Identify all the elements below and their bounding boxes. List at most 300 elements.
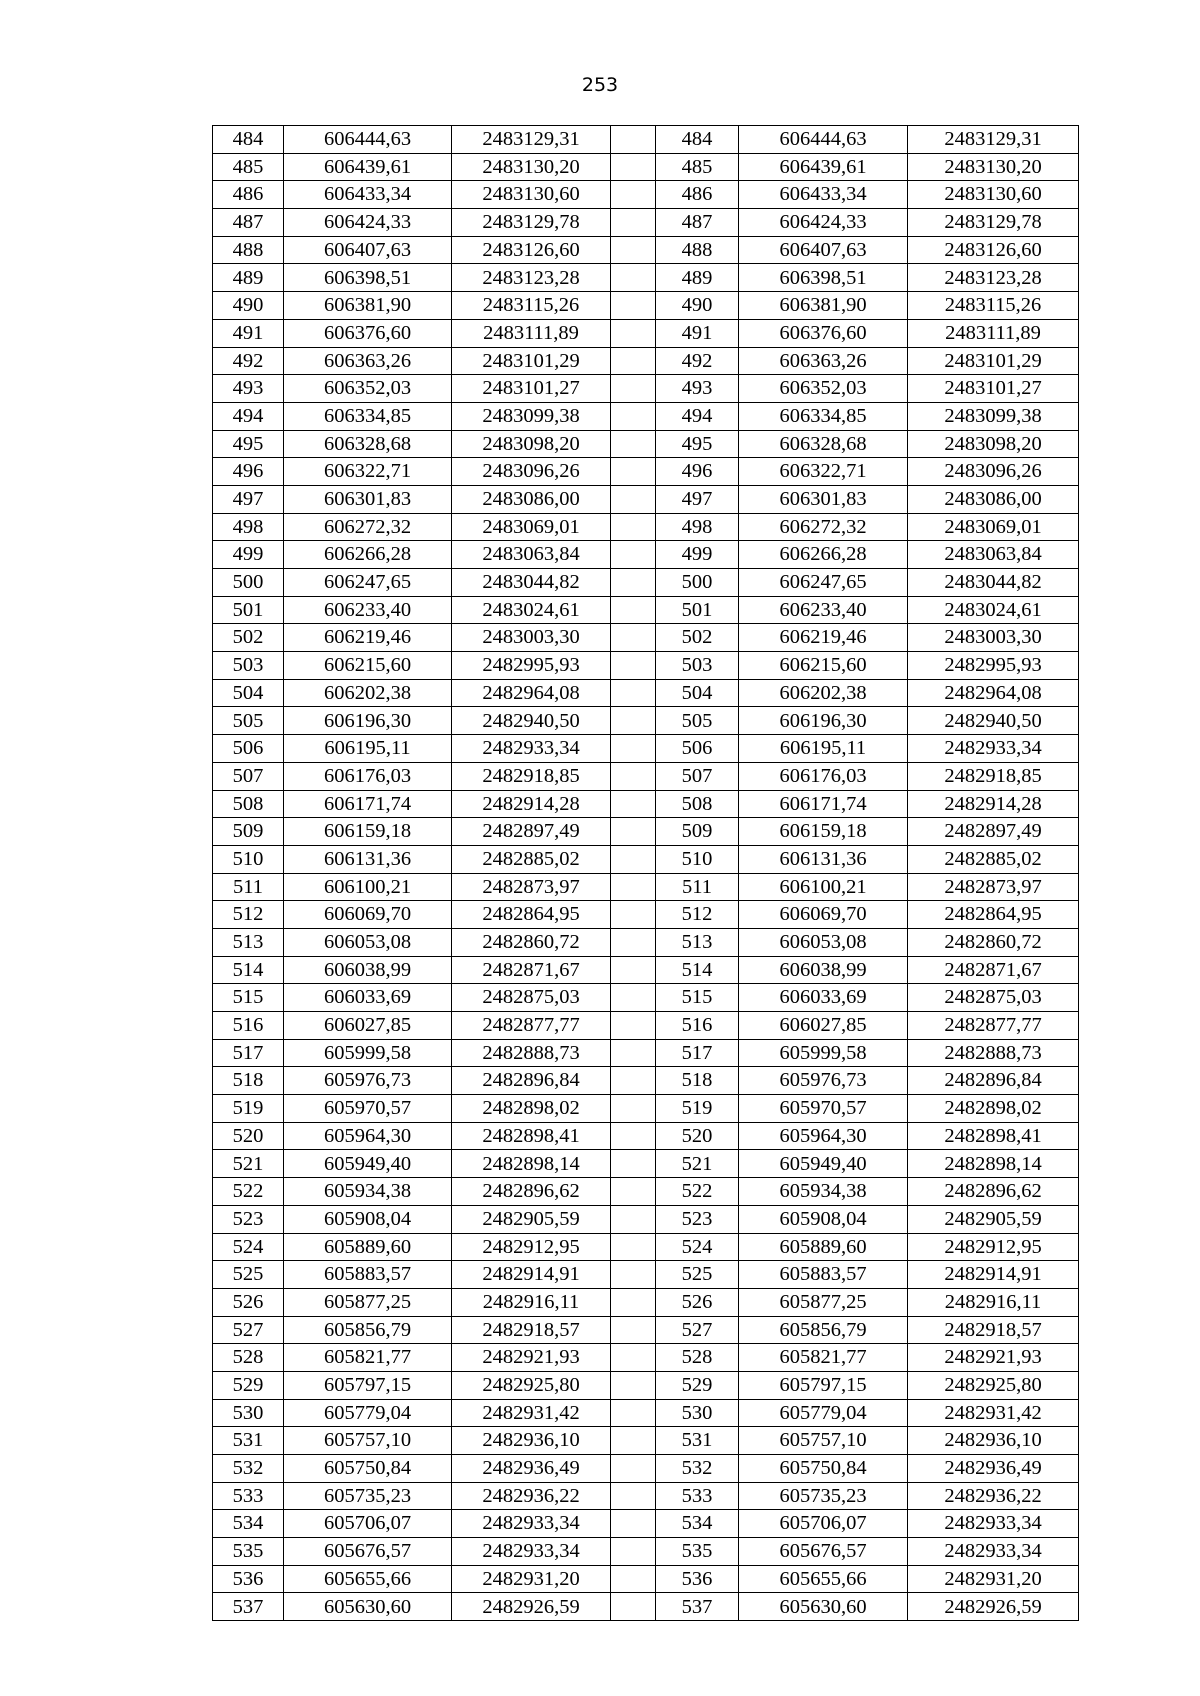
separator-cell bbox=[611, 1067, 656, 1095]
point-number-cell: 512 bbox=[656, 901, 739, 929]
y-coordinate-cell: 2482898,41 bbox=[452, 1122, 611, 1150]
x-coordinate-cell: 605889,60 bbox=[739, 1233, 908, 1261]
separator-cell bbox=[611, 1427, 656, 1455]
x-coordinate-cell: 606247,65 bbox=[739, 569, 908, 597]
point-number-cell: 499 bbox=[213, 541, 284, 569]
y-coordinate-cell: 2482936,22 bbox=[452, 1482, 611, 1510]
table-row bbox=[213, 1205, 1079, 1233]
y-coordinate-cell: 2482918,85 bbox=[908, 762, 1079, 790]
separator-cell bbox=[611, 292, 656, 320]
x-coordinate-cell: 605908,04 bbox=[284, 1205, 452, 1233]
point-number-cell: 532 bbox=[213, 1455, 284, 1483]
x-coordinate-cell: 606100,21 bbox=[739, 873, 908, 901]
point-number-cell: 501 bbox=[656, 596, 739, 624]
y-coordinate-cell: 2483098,20 bbox=[908, 430, 1079, 458]
point-number-cell: 537 bbox=[213, 1593, 284, 1621]
table-row bbox=[213, 984, 1079, 1012]
y-coordinate-cell: 2483063,84 bbox=[452, 541, 611, 569]
separator-cell bbox=[611, 181, 656, 209]
x-coordinate-cell: 605970,57 bbox=[284, 1095, 452, 1123]
y-coordinate-cell: 2482925,80 bbox=[908, 1371, 1079, 1399]
point-number-cell: 526 bbox=[213, 1288, 284, 1316]
x-coordinate-cell: 606439,61 bbox=[284, 153, 452, 181]
point-number-cell: 516 bbox=[213, 1012, 284, 1040]
point-number-cell: 498 bbox=[213, 513, 284, 541]
point-number-cell: 494 bbox=[656, 402, 739, 430]
point-number-cell: 520 bbox=[656, 1122, 739, 1150]
y-coordinate-cell: 2482877,77 bbox=[452, 1012, 611, 1040]
separator-cell bbox=[611, 513, 656, 541]
point-number-cell: 504 bbox=[213, 679, 284, 707]
y-coordinate-cell: 2483129,78 bbox=[452, 209, 611, 237]
separator-cell bbox=[611, 1316, 656, 1344]
point-number-cell: 514 bbox=[656, 956, 739, 984]
point-number-cell: 517 bbox=[656, 1039, 739, 1067]
y-coordinate-cell: 2482931,20 bbox=[452, 1565, 611, 1593]
separator-cell bbox=[611, 1150, 656, 1178]
y-coordinate-cell: 2482931,42 bbox=[908, 1399, 1079, 1427]
x-coordinate-cell: 606376,60 bbox=[739, 319, 908, 347]
y-coordinate-cell: 2483115,26 bbox=[908, 292, 1079, 320]
point-number-cell: 525 bbox=[213, 1261, 284, 1289]
separator-cell bbox=[611, 375, 656, 403]
separator-cell bbox=[611, 1593, 656, 1621]
x-coordinate-cell: 606053,08 bbox=[739, 928, 908, 956]
point-number-cell: 510 bbox=[656, 845, 739, 873]
y-coordinate-cell: 2482860,72 bbox=[908, 928, 1079, 956]
table-row bbox=[213, 1261, 1079, 1289]
x-coordinate-cell: 606233,40 bbox=[284, 596, 452, 624]
x-coordinate-cell: 606301,83 bbox=[739, 485, 908, 513]
x-coordinate-cell: 606424,33 bbox=[739, 209, 908, 237]
x-coordinate-cell: 606215,60 bbox=[284, 652, 452, 680]
table-row bbox=[213, 319, 1079, 347]
y-coordinate-cell: 2482914,28 bbox=[452, 790, 611, 818]
x-coordinate-cell: 606131,36 bbox=[284, 845, 452, 873]
table-row bbox=[213, 1233, 1079, 1261]
point-number-cell: 507 bbox=[213, 762, 284, 790]
x-coordinate-cell: 605877,25 bbox=[739, 1288, 908, 1316]
point-number-cell: 523 bbox=[656, 1205, 739, 1233]
x-coordinate-cell: 605999,58 bbox=[284, 1039, 452, 1067]
y-coordinate-cell: 2483044,82 bbox=[908, 569, 1079, 597]
point-number-cell: 513 bbox=[213, 928, 284, 956]
y-coordinate-cell: 2482912,95 bbox=[452, 1233, 611, 1261]
y-coordinate-cell: 2482940,50 bbox=[908, 707, 1079, 735]
y-coordinate-cell: 2482914,91 bbox=[452, 1261, 611, 1289]
table-row bbox=[213, 1288, 1079, 1316]
x-coordinate-cell: 606176,03 bbox=[284, 762, 452, 790]
x-coordinate-cell: 606352,03 bbox=[739, 375, 908, 403]
point-number-cell: 493 bbox=[213, 375, 284, 403]
y-coordinate-cell: 2482933,34 bbox=[452, 1538, 611, 1566]
point-number-cell: 492 bbox=[213, 347, 284, 375]
separator-cell bbox=[611, 624, 656, 652]
y-coordinate-cell: 2482914,28 bbox=[908, 790, 1079, 818]
y-coordinate-cell: 2482877,77 bbox=[908, 1012, 1079, 1040]
x-coordinate-cell: 606301,83 bbox=[284, 485, 452, 513]
separator-cell bbox=[611, 845, 656, 873]
y-coordinate-cell: 2483115,26 bbox=[452, 292, 611, 320]
x-coordinate-cell: 605706,07 bbox=[739, 1510, 908, 1538]
point-number-cell: 533 bbox=[656, 1482, 739, 1510]
y-coordinate-cell: 2483129,78 bbox=[908, 209, 1079, 237]
x-coordinate-cell: 606363,26 bbox=[284, 347, 452, 375]
table-row bbox=[213, 1399, 1079, 1427]
table-row bbox=[213, 569, 1079, 597]
x-coordinate-cell: 605757,10 bbox=[739, 1427, 908, 1455]
x-coordinate-cell: 606424,33 bbox=[284, 209, 452, 237]
table-row bbox=[213, 679, 1079, 707]
point-number-cell: 531 bbox=[213, 1427, 284, 1455]
x-coordinate-cell: 605883,57 bbox=[739, 1261, 908, 1289]
x-coordinate-cell: 605655,66 bbox=[739, 1565, 908, 1593]
separator-cell bbox=[611, 873, 656, 901]
table-row bbox=[213, 1012, 1079, 1040]
x-coordinate-cell: 606033,69 bbox=[284, 984, 452, 1012]
x-coordinate-cell: 606334,85 bbox=[739, 402, 908, 430]
y-coordinate-cell: 2482888,73 bbox=[908, 1039, 1079, 1067]
x-coordinate-cell: 606247,65 bbox=[284, 569, 452, 597]
point-number-cell: 503 bbox=[213, 652, 284, 680]
y-coordinate-cell: 2483101,29 bbox=[452, 347, 611, 375]
table-row bbox=[213, 707, 1079, 735]
x-coordinate-cell: 605797,15 bbox=[284, 1371, 452, 1399]
separator-cell bbox=[611, 1178, 656, 1206]
y-coordinate-cell: 2482936,49 bbox=[908, 1455, 1079, 1483]
x-coordinate-cell: 606027,85 bbox=[739, 1012, 908, 1040]
point-number-cell: 489 bbox=[656, 264, 739, 292]
y-coordinate-cell: 2483123,28 bbox=[908, 264, 1079, 292]
x-coordinate-cell: 606038,99 bbox=[739, 956, 908, 984]
point-number-cell: 518 bbox=[656, 1067, 739, 1095]
point-number-cell: 490 bbox=[213, 292, 284, 320]
y-coordinate-cell: 2483099,38 bbox=[908, 402, 1079, 430]
point-number-cell: 508 bbox=[213, 790, 284, 818]
table-row bbox=[213, 818, 1079, 846]
point-number-cell: 509 bbox=[656, 818, 739, 846]
y-coordinate-cell: 2482933,34 bbox=[452, 735, 611, 763]
y-coordinate-cell: 2482873,97 bbox=[908, 873, 1079, 901]
table-row bbox=[213, 1039, 1079, 1067]
table-row bbox=[213, 181, 1079, 209]
x-coordinate-cell: 606272,32 bbox=[739, 513, 908, 541]
x-coordinate-cell: 605908,04 bbox=[739, 1205, 908, 1233]
point-number-cell: 493 bbox=[656, 375, 739, 403]
point-number-cell: 522 bbox=[213, 1178, 284, 1206]
y-coordinate-cell: 2482926,59 bbox=[452, 1593, 611, 1621]
x-coordinate-cell: 606069,70 bbox=[284, 901, 452, 929]
y-coordinate-cell: 2483129,31 bbox=[452, 126, 611, 154]
point-number-cell: 512 bbox=[213, 901, 284, 929]
point-number-cell: 497 bbox=[213, 485, 284, 513]
table-row bbox=[213, 1095, 1079, 1123]
x-coordinate-cell: 605655,66 bbox=[284, 1565, 452, 1593]
x-coordinate-cell: 605706,07 bbox=[284, 1510, 452, 1538]
point-number-cell: 536 bbox=[213, 1565, 284, 1593]
y-coordinate-cell: 2482931,42 bbox=[452, 1399, 611, 1427]
point-number-cell: 534 bbox=[213, 1510, 284, 1538]
separator-cell bbox=[611, 1095, 656, 1123]
table-row bbox=[213, 1482, 1079, 1510]
y-coordinate-cell: 2482873,97 bbox=[452, 873, 611, 901]
x-coordinate-cell: 606171,74 bbox=[284, 790, 452, 818]
table-row bbox=[213, 402, 1079, 430]
y-coordinate-cell: 2482896,62 bbox=[908, 1178, 1079, 1206]
point-number-cell: 530 bbox=[656, 1399, 739, 1427]
point-number-cell: 503 bbox=[656, 652, 739, 680]
separator-cell bbox=[611, 679, 656, 707]
x-coordinate-cell: 606444,63 bbox=[739, 126, 908, 154]
x-coordinate-cell: 606027,85 bbox=[284, 1012, 452, 1040]
y-coordinate-cell: 2482898,02 bbox=[452, 1095, 611, 1123]
x-coordinate-cell: 606407,63 bbox=[739, 236, 908, 264]
y-coordinate-cell: 2483130,20 bbox=[908, 153, 1079, 181]
point-number-cell: 501 bbox=[213, 596, 284, 624]
table-row bbox=[213, 928, 1079, 956]
y-coordinate-cell: 2482995,93 bbox=[908, 652, 1079, 680]
x-coordinate-cell: 606433,34 bbox=[739, 181, 908, 209]
table-row bbox=[213, 1371, 1079, 1399]
x-coordinate-cell: 606159,18 bbox=[739, 818, 908, 846]
x-coordinate-cell: 605750,84 bbox=[739, 1455, 908, 1483]
separator-cell bbox=[611, 1012, 656, 1040]
point-number-cell: 519 bbox=[213, 1095, 284, 1123]
y-coordinate-cell: 2483101,27 bbox=[908, 375, 1079, 403]
x-coordinate-cell: 606328,68 bbox=[739, 430, 908, 458]
y-coordinate-cell: 2482933,34 bbox=[908, 1510, 1079, 1538]
y-coordinate-cell: 2482898,14 bbox=[452, 1150, 611, 1178]
y-coordinate-cell: 2483086,00 bbox=[908, 485, 1079, 513]
point-number-cell: 523 bbox=[213, 1205, 284, 1233]
point-number-cell: 519 bbox=[656, 1095, 739, 1123]
y-coordinate-cell: 2482914,91 bbox=[908, 1261, 1079, 1289]
point-number-cell: 484 bbox=[213, 126, 284, 154]
y-coordinate-cell: 2483069,01 bbox=[908, 513, 1079, 541]
point-number-cell: 535 bbox=[213, 1538, 284, 1566]
table-row bbox=[213, 1122, 1079, 1150]
y-coordinate-cell: 2483098,20 bbox=[452, 430, 611, 458]
table-row bbox=[213, 347, 1079, 375]
y-coordinate-cell: 2483003,30 bbox=[908, 624, 1079, 652]
y-coordinate-cell: 2482897,49 bbox=[452, 818, 611, 846]
coordinates-table-body bbox=[213, 126, 1079, 1621]
point-number-cell: 518 bbox=[213, 1067, 284, 1095]
y-coordinate-cell: 2482885,02 bbox=[908, 845, 1079, 873]
x-coordinate-cell: 606196,30 bbox=[739, 707, 908, 735]
point-number-cell: 500 bbox=[656, 569, 739, 597]
point-number-cell: 488 bbox=[656, 236, 739, 264]
point-number-cell: 495 bbox=[656, 430, 739, 458]
point-number-cell: 485 bbox=[656, 153, 739, 181]
y-coordinate-cell: 2482964,08 bbox=[452, 679, 611, 707]
x-coordinate-cell: 605750,84 bbox=[284, 1455, 452, 1483]
x-coordinate-cell: 605889,60 bbox=[284, 1233, 452, 1261]
x-coordinate-cell: 605964,30 bbox=[739, 1122, 908, 1150]
x-coordinate-cell: 606381,90 bbox=[284, 292, 452, 320]
point-number-cell: 515 bbox=[656, 984, 739, 1012]
separator-cell bbox=[611, 1565, 656, 1593]
table-row bbox=[213, 1455, 1079, 1483]
point-number-cell: 490 bbox=[656, 292, 739, 320]
point-number-cell: 498 bbox=[656, 513, 739, 541]
x-coordinate-cell: 605797,15 bbox=[739, 1371, 908, 1399]
x-coordinate-cell: 606381,90 bbox=[739, 292, 908, 320]
separator-cell bbox=[611, 1039, 656, 1067]
point-number-cell: 529 bbox=[213, 1371, 284, 1399]
separator-cell bbox=[611, 790, 656, 818]
point-number-cell: 508 bbox=[656, 790, 739, 818]
x-coordinate-cell: 605883,57 bbox=[284, 1261, 452, 1289]
y-coordinate-cell: 2482933,34 bbox=[452, 1510, 611, 1538]
point-number-cell: 527 bbox=[656, 1316, 739, 1344]
point-number-cell: 513 bbox=[656, 928, 739, 956]
table-row bbox=[213, 375, 1079, 403]
point-number-cell: 487 bbox=[213, 209, 284, 237]
point-number-cell: 492 bbox=[656, 347, 739, 375]
point-number-cell: 497 bbox=[656, 485, 739, 513]
table-row bbox=[213, 956, 1079, 984]
point-number-cell: 524 bbox=[213, 1233, 284, 1261]
y-coordinate-cell: 2483130,60 bbox=[452, 181, 611, 209]
table-row bbox=[213, 1178, 1079, 1206]
point-number-cell: 517 bbox=[213, 1039, 284, 1067]
separator-cell bbox=[611, 458, 656, 486]
x-coordinate-cell: 605821,77 bbox=[739, 1344, 908, 1372]
point-number-cell: 530 bbox=[213, 1399, 284, 1427]
x-coordinate-cell: 606033,69 bbox=[739, 984, 908, 1012]
separator-cell bbox=[611, 153, 656, 181]
y-coordinate-cell: 2482918,85 bbox=[452, 762, 611, 790]
separator-cell bbox=[611, 1261, 656, 1289]
separator-cell bbox=[611, 735, 656, 763]
point-number-cell: 504 bbox=[656, 679, 739, 707]
y-coordinate-cell: 2483096,26 bbox=[452, 458, 611, 486]
table-row bbox=[213, 735, 1079, 763]
x-coordinate-cell: 606131,36 bbox=[739, 845, 908, 873]
x-coordinate-cell: 605735,23 bbox=[284, 1482, 452, 1510]
separator-cell bbox=[611, 264, 656, 292]
point-number-cell: 509 bbox=[213, 818, 284, 846]
table-row bbox=[213, 153, 1079, 181]
y-coordinate-cell: 2482936,22 bbox=[908, 1482, 1079, 1510]
x-coordinate-cell: 606171,74 bbox=[739, 790, 908, 818]
table-row bbox=[213, 624, 1079, 652]
x-coordinate-cell: 606272,32 bbox=[284, 513, 452, 541]
table-row bbox=[213, 652, 1079, 680]
y-coordinate-cell: 2482898,41 bbox=[908, 1122, 1079, 1150]
table-row bbox=[213, 845, 1079, 873]
separator-cell bbox=[611, 126, 656, 154]
separator-cell bbox=[611, 569, 656, 597]
x-coordinate-cell: 605949,40 bbox=[284, 1150, 452, 1178]
point-number-cell: 514 bbox=[213, 956, 284, 984]
point-number-cell: 534 bbox=[656, 1510, 739, 1538]
y-coordinate-cell: 2482905,59 bbox=[908, 1205, 1079, 1233]
x-coordinate-cell: 605735,23 bbox=[739, 1482, 908, 1510]
y-coordinate-cell: 2482864,95 bbox=[452, 901, 611, 929]
y-coordinate-cell: 2482931,20 bbox=[908, 1565, 1079, 1593]
separator-cell bbox=[611, 541, 656, 569]
point-number-cell: 511 bbox=[656, 873, 739, 901]
table-row bbox=[213, 541, 1079, 569]
separator-cell bbox=[611, 1538, 656, 1566]
x-coordinate-cell: 605821,77 bbox=[284, 1344, 452, 1372]
table-row bbox=[213, 1067, 1079, 1095]
separator-cell bbox=[611, 319, 656, 347]
point-number-cell: 510 bbox=[213, 845, 284, 873]
page-number: 253 bbox=[581, 74, 619, 96]
x-coordinate-cell: 606363,26 bbox=[739, 347, 908, 375]
x-coordinate-cell: 605934,38 bbox=[739, 1178, 908, 1206]
table-row bbox=[213, 209, 1079, 237]
y-coordinate-cell: 2483126,60 bbox=[908, 236, 1079, 264]
x-coordinate-cell: 605970,57 bbox=[739, 1095, 908, 1123]
y-coordinate-cell: 2482964,08 bbox=[908, 679, 1079, 707]
point-number-cell: 516 bbox=[656, 1012, 739, 1040]
separator-cell bbox=[611, 1455, 656, 1483]
point-number-cell: 485 bbox=[213, 153, 284, 181]
x-coordinate-cell: 606328,68 bbox=[284, 430, 452, 458]
point-number-cell: 491 bbox=[656, 319, 739, 347]
separator-cell bbox=[611, 707, 656, 735]
table-row bbox=[213, 1538, 1079, 1566]
separator-cell bbox=[611, 1205, 656, 1233]
y-coordinate-cell: 2483099,38 bbox=[452, 402, 611, 430]
x-coordinate-cell: 605934,38 bbox=[284, 1178, 452, 1206]
y-coordinate-cell: 2482933,34 bbox=[908, 735, 1079, 763]
x-coordinate-cell: 606433,34 bbox=[284, 181, 452, 209]
separator-cell bbox=[611, 236, 656, 264]
coordinates-table bbox=[212, 125, 1079, 1621]
x-coordinate-cell: 606195,11 bbox=[739, 735, 908, 763]
x-coordinate-cell: 605779,04 bbox=[284, 1399, 452, 1427]
table-row bbox=[213, 1427, 1079, 1455]
point-number-cell: 536 bbox=[656, 1565, 739, 1593]
x-coordinate-cell: 606322,71 bbox=[739, 458, 908, 486]
separator-cell bbox=[611, 984, 656, 1012]
separator-cell bbox=[611, 956, 656, 984]
point-number-cell: 526 bbox=[656, 1288, 739, 1316]
y-coordinate-cell: 2482940,50 bbox=[452, 707, 611, 735]
point-number-cell: 489 bbox=[213, 264, 284, 292]
point-number-cell: 528 bbox=[656, 1344, 739, 1372]
x-coordinate-cell: 605856,79 bbox=[739, 1316, 908, 1344]
separator-cell bbox=[611, 1510, 656, 1538]
separator-cell bbox=[611, 652, 656, 680]
point-number-cell: 502 bbox=[213, 624, 284, 652]
point-number-cell: 496 bbox=[656, 458, 739, 486]
y-coordinate-cell: 2482936,10 bbox=[908, 1427, 1079, 1455]
point-number-cell: 505 bbox=[213, 707, 284, 735]
table-row bbox=[213, 1565, 1079, 1593]
separator-cell bbox=[611, 1371, 656, 1399]
x-coordinate-cell: 605630,60 bbox=[739, 1593, 908, 1621]
y-coordinate-cell: 2483096,26 bbox=[908, 458, 1079, 486]
y-coordinate-cell: 2483123,28 bbox=[452, 264, 611, 292]
y-coordinate-cell: 2482916,11 bbox=[908, 1288, 1079, 1316]
table-row bbox=[213, 430, 1079, 458]
y-coordinate-cell: 2482864,95 bbox=[908, 901, 1079, 929]
x-coordinate-cell: 606407,63 bbox=[284, 236, 452, 264]
y-coordinate-cell: 2482885,02 bbox=[452, 845, 611, 873]
table-row bbox=[213, 485, 1079, 513]
x-coordinate-cell: 606233,40 bbox=[739, 596, 908, 624]
point-number-cell: 499 bbox=[656, 541, 739, 569]
x-coordinate-cell: 605630,60 bbox=[284, 1593, 452, 1621]
separator-cell bbox=[611, 347, 656, 375]
y-coordinate-cell: 2482896,62 bbox=[452, 1178, 611, 1206]
